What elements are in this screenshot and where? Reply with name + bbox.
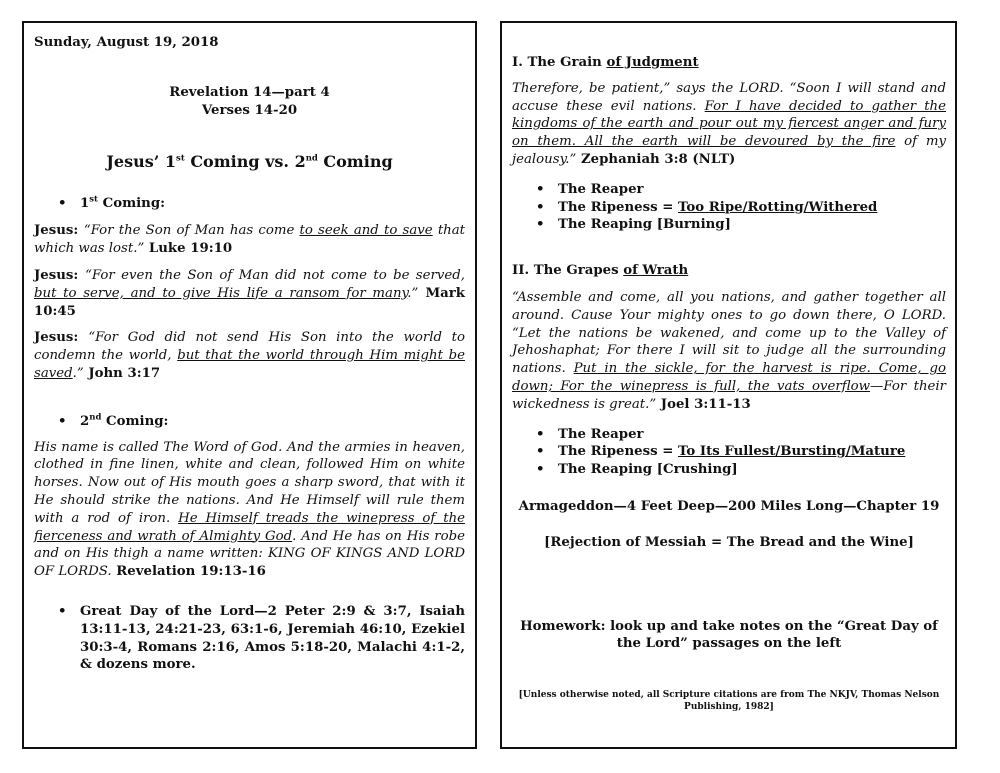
homework-note: Homework: look up and take notes on the “Great Day of the Lord” passages on the left [520, 618, 938, 652]
quote-underlined: He Himself treads the winepress of the fierceness and wrath of Almighty God [34, 510, 465, 544]
section-heading-text: II. The Grapes [512, 263, 624, 279]
quote-reference: Luke 19:10 [144, 241, 233, 257]
quote-luke [34, 222, 465, 258]
heading-sup: st [176, 153, 185, 164]
quote-reference: John 3:17 [83, 365, 161, 381]
point-underlined: Too Ripe/Rotting/Withered [678, 199, 878, 215]
label-part: Coming: [97, 195, 166, 211]
sermon-title-line2: Verses 14-20 [201, 102, 298, 118]
heading-part: Coming [317, 151, 393, 171]
sermon-heading [34, 152, 465, 172]
section-grapes-heading [512, 262, 946, 280]
quote-text: of my jealousy.” [512, 134, 946, 167]
heading-sup: nd [305, 153, 318, 164]
quote-speaker: Jesus: [34, 223, 84, 239]
rejection-note: [Rejection of Messiah = The Bread and the Wine] [544, 534, 914, 550]
point-label: The Ripeness = [558, 444, 679, 460]
point-label: The Reaper [558, 181, 644, 197]
quote-text: “For God did not send His Son into the world to condemn the world, [34, 330, 465, 364]
quote-reference: Mark 10:45 [34, 285, 465, 319]
quote-underlined: but that the world through Him might be saved [34, 348, 465, 381]
sermon-title-line1: Revelation 14—part 4 [169, 85, 330, 100]
point-label: The Reaper [558, 426, 644, 442]
quote-reference: Zephaniah 3:8 (NLT) [576, 151, 736, 167]
second-coming-label [80, 413, 465, 431]
list-item [558, 426, 946, 444]
point-underlined: To Its Fullest/Bursting/Mature [678, 444, 906, 460]
quote-revelation [34, 439, 465, 581]
list-item [558, 181, 946, 199]
right-panel [500, 21, 957, 749]
point-label: The Ripeness = [558, 199, 679, 215]
quote-text: “For the Son of Man has come [83, 223, 300, 239]
section-heading-underlined: of Wrath [623, 263, 689, 279]
list-item [558, 199, 946, 217]
quote-text: —For their wickedness is great.” [512, 378, 946, 412]
label-sup: nd [89, 412, 102, 423]
quote-text: “For even the Son of Man did not come to be served, [85, 267, 465, 283]
scripture-footnote: [Unless otherwise noted, all Scripture citations are from The NKJV, Thomas Nelson Publishing, 1982] [518, 690, 940, 713]
list-item [558, 461, 946, 479]
list-item [558, 443, 946, 461]
label-part: 2 [80, 413, 90, 429]
second-coming-list [34, 413, 465, 431]
point-label: The Reaping [Crushing] [558, 462, 738, 478]
label-part: 1 [80, 195, 90, 211]
quote-john [34, 329, 465, 382]
list-item [558, 216, 946, 234]
quote-text: “Assemble and come, all you nations, and gather together all around. Cause Your mighty ones to go down there, O LORD. “Let the nations be wakened, and come up to the Valley of Jehoshaphat; For there I will sit to judge all the surrounding nations. [512, 289, 946, 377]
quote-text: . And He has on His robe and on His thigh a name written: KING OF KINGS AND LORD OF LORDS. [34, 528, 465, 580]
quote-underlined: Put in the sickle, for the harvest is ripe. Come, go down; For the winepress is full, the vats overflow [512, 361, 947, 394]
section-heading-text: I. The Grain [512, 55, 607, 70]
great-day-item: • Great Day of the Lord—2 Peter 2:9 & 3:7, Isaiah 13:11-13, 24:21-23, 63:1-6, Jeremiah 46:10, Ezekiel 30:3-4, Romans 2:16, Amos 5:18-20, Malachi 4:1-2, & dozens more. [80, 603, 465, 674]
quote-underlined: For I have decided to gather the kingdoms of the earth and pour out my fiercest anger and fury on them. All the earth will be devoured by the fire [512, 98, 946, 150]
quote-speaker: Jesus: [34, 330, 89, 346]
grain-points-list [512, 181, 946, 234]
grapes-points-list [512, 426, 946, 479]
quote-reference: Revelation 19:13-16 [111, 564, 266, 580]
point-label: The Reaping [Burning] [558, 217, 731, 233]
sermon-title [34, 84, 465, 120]
label-sup: st [89, 194, 98, 205]
armageddon-note: Armageddon—4 Feet Deep—200 Miles Long—Chapter 19 [518, 498, 940, 514]
great-day-list [34, 603, 465, 674]
heading-part: Jesus’ 1 [106, 151, 177, 171]
left-panel [22, 21, 477, 749]
section-grain-heading [512, 54, 946, 72]
first-coming-list [34, 195, 465, 213]
quote-zephaniah [512, 80, 946, 169]
section-heading-underlined: of Judgment [606, 55, 699, 70]
quote-underlined: to seek and to save [299, 223, 433, 239]
service-date: Sunday, August 19, 2018 [34, 35, 219, 50]
quote-joel [512, 289, 946, 414]
first-coming-label [80, 195, 465, 213]
quote-text: .” [407, 285, 419, 301]
label-part: Coming: [101, 413, 169, 429]
quote-text: Therefore, be patient,” says the LORD. “Soon I will stand and accuse these evil nations. [512, 80, 946, 114]
quote-speaker: Jesus: [34, 267, 86, 283]
quote-text: His name is called The Word of God. And the armies in heaven, clothed in fine linen, white and clean, followed Him on white horses. Now out of His mouth goes a sharp sword, that with it He should strike the nations. And He Himself will rule them with a rod of iron. [34, 439, 465, 526]
quote-text: that which was lost.” [34, 223, 466, 257]
quote-reference: Joel 3:11-13 [656, 396, 751, 412]
quote-underlined: but to serve, and to give His life a ransom for many [34, 285, 408, 301]
quote-mark [34, 267, 465, 320]
heading-part: Coming vs. 2 [184, 151, 306, 171]
quote-text: .” [72, 365, 84, 381]
